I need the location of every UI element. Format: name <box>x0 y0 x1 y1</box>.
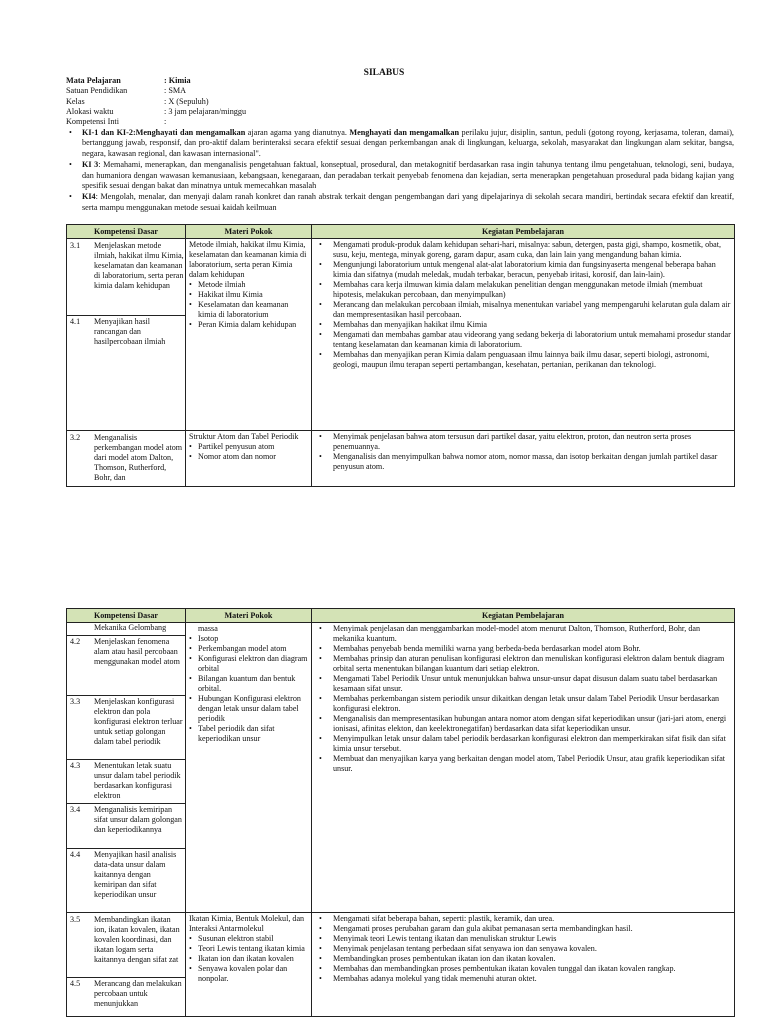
ki-lead: KI-1 dan KI-2: <box>82 128 136 137</box>
mp-item: • Partikel penyusun atom <box>189 442 308 452</box>
kd-number: 4.2 <box>70 637 81 646</box>
kd-text: Menjelaskan konfigurasi elektron dan pola konfigurasi elektron terluar untuk setiap golongan dalam tabel periodik <box>94 697 183 746</box>
kd-text: Menjelaskan metode ilmiah, hakikat ilmu Kimia, keselamatan dan keamanan di laboratorium, serta peran kimia dalam kehidupan <box>94 241 184 290</box>
mp-item: • Keselamatan dan keamanan kimia di laboratorium <box>189 300 308 320</box>
mp-intro: Ikatan Kimia, Bentuk Molekul, dan Interaksi Antarmolekul <box>189 914 305 933</box>
mp-cell <box>186 239 312 431</box>
kp-item: • Membahas prinsip dan aturan penulisan konfigurasi elektron dan menuliskan konfigurasi elektron dalam bentuk diagram orbital serta menentukan bilangan kuantum dari setiap elektron. <box>315 654 731 674</box>
mp-item: • Konfigurasi elektron dan diagram orbital <box>189 654 308 674</box>
kd-text: Merancang dan melakukan percobaan untuk menunjukkan <box>94 979 182 1008</box>
mp-list <box>189 442 308 462</box>
col-header-materi-pokok: Materi Pokok <box>186 609 312 623</box>
kp-cell <box>312 913 735 1017</box>
ki-text: ajaran agama yang dianutnya. <box>245 128 350 137</box>
kp-item: • Mengamati dan membahas gambar atau videorang yang sedang bekerja di laboratorium untuk memahami prosedur standar tentang keselamatan dan keamanan kimia di laboratorium. <box>315 330 731 350</box>
ki-lead: Menghayati dan mengamalkan <box>349 128 460 137</box>
kd-item <box>67 978 185 1011</box>
kd-item <box>67 696 185 760</box>
col-header-materi-pokok: Materi Pokok <box>186 225 312 239</box>
meta-row <box>66 97 246 107</box>
kd-item <box>67 432 185 485</box>
mp-cell <box>186 913 312 1017</box>
kp-item: • Merancang dan melakukan percobaan ilmiah, misalnya menentukan variabel yang mempengaruhi kelarutan gula dalam air dan mempresentasikan hasil percobaan. <box>315 300 731 320</box>
mp-item: • Susunan elektron stabil <box>189 934 308 944</box>
kd-cell <box>67 239 186 431</box>
mp-item: • Metode ilmiah <box>189 280 308 290</box>
kp-item: • Membahas adanya molekul yang tidak memenuhi aturan oktet. <box>315 974 731 984</box>
mp-item: • Isotop <box>189 634 308 644</box>
table-row <box>67 431 735 487</box>
ki-item <box>66 160 734 191</box>
ki-lead: KI4 <box>82 192 96 202</box>
table-row <box>67 239 735 431</box>
syllabus-table <box>66 224 735 487</box>
kp-item: • Membahas perkembangan sistem periodik unsur dikaitkan dengan letak unsur dalam Tabel Periodik Unsur berdasarkan konfigurasi elektron. <box>315 694 731 714</box>
kp-list <box>315 624 731 774</box>
mp-item: • Ikatan ion dan ikatan kovalen <box>189 954 308 964</box>
kd-text: Menentukan letak suatu unsur dalam tabel periodik berdasarkan konfigurasi elektron <box>94 761 181 800</box>
kp-item: • Membahas dan membandingkan proses pembentukan ikatan kovalen tunggal dan ikatan kovalen rangkap. <box>315 964 731 974</box>
mp-cell <box>186 431 312 487</box>
col-header-kegiatan: Kegiatan Pembelajaran <box>312 225 735 239</box>
kp-list <box>315 432 731 472</box>
kd-number: 3.4 <box>70 805 81 814</box>
kp-cell <box>312 431 735 487</box>
kp-item: • Mengamati sifat beberapa bahan, seperti: plastik, keramik, dan urea. <box>315 914 731 924</box>
meta-label: Mata Pelajaran <box>66 76 121 85</box>
mp-item: • Perkembangan model atom <box>189 644 308 654</box>
kompetensi-inti-list <box>66 128 734 214</box>
meta-value: : <box>164 117 167 127</box>
kd-number: 3.1 <box>70 241 81 250</box>
kp-item: • Mengamati produk-produk dalam kehidupan sehari-hari, misalnya: sabun, detergen, pasta gigi, shampo, kosmetik, obat, susu, keju, mentega, minyak goreng, garam dapur, asam cuka, dan lain lain yang mengandung bahan kimia. <box>315 240 731 260</box>
ki-text: : Memahami, menerapkan, dan menganalisis pengetahuan faktual, konseptual, prosedural, dan metakognitif berdasarkan rasa ingin tahunya tentang ilmu pengetahuan, teknologi, seni, budaya, dan humaniora dengan wawasan kemanusiaan, kebangsaan, kenegaraan, dan peradaban terkait penyebab fenomena dan kejadian, serta menerapkan pengetahuan prosedural pada bidang kajian yang spesifik sesuai dengan bakat dan minatnya untuk memecahkan masalah <box>82 160 734 191</box>
mp-carry-text: massa <box>198 624 218 633</box>
kd-cell <box>67 913 186 1017</box>
mp-item: • Peran Kimia dalam kehidupan <box>189 320 308 330</box>
mp-intro: Metode ilmiah, hakikat ilmu Kimia, keselamatan dan keamanan kimia di laboratorium, serta peran Kimia dalam kehidupan <box>189 240 307 279</box>
meta-value: : X (Sepuluh) <box>164 96 209 106</box>
kp-item: • Mengunjungi laboratorium untuk mengenal alat-alat laboratorium kimia dan fungsinyaserta mengenal beberapa bahan kimia dan sifatnya (mudah meledak, mudah terbakar, beracun, penyebab iritasi, korosif, dan lain-lain). <box>315 260 731 280</box>
kd-number: 4.5 <box>70 979 81 988</box>
kd-cell <box>67 623 186 913</box>
ki-text: : Mengolah, menalar, dan menyaji dalam ranah konkret dan ranah abstrak terkait dengan pengembangan dari yang dipelajarinya di sekolah secara mandiri, bertindak secara efektif dan kreatif, serta mampu menggunakan metode sesuai kaidah keilmuan <box>82 192 734 212</box>
page-title: SILABUS <box>363 68 405 78</box>
meta-row <box>66 76 246 86</box>
syllabus-table-continued <box>66 608 735 1017</box>
kp-list <box>315 240 731 370</box>
meta-row <box>66 107 246 117</box>
kd-text: Menyajikan hasil analisis data-data unsur dalam kaitannya dengan kemiripan dan sifat keperiodikan unsur <box>94 850 177 899</box>
kd-text: Membandingkan ikatan ion, ikatan kovalen, ikatan kovalen koordinasi, dan ikatan logam serta kaitannya dengan sifat zat <box>94 915 180 964</box>
kd-text: Menyajikan hasil rancangan dan hasilpercobaan ilmiah <box>94 317 166 346</box>
kd-number: 3.3 <box>70 697 81 706</box>
kp-cell <box>312 239 735 431</box>
table-row <box>67 913 735 1017</box>
mp-item: • Hubungan Konfigurasi elektron dengan letak unsur dalam tabel periodik <box>189 694 308 724</box>
meta-value: : 3 jam pelajaran/minggu <box>164 106 247 116</box>
kd-item <box>67 240 185 316</box>
col-header-kegiatan: Kegiatan Pembelajaran <box>312 609 735 623</box>
identity-block <box>66 76 246 127</box>
kd-text: Menganalisis kemiripan sifat unsur dalam golongan dan keperiodikannya <box>94 805 182 834</box>
kp-item: • Membahas penyebab benda memiliki warna yang berbeda-beda berdasarkan model atom Bohr. <box>315 644 731 654</box>
col-header-kompetensi-dasar: Kompetensi Dasar <box>67 225 186 239</box>
table-header <box>67 225 735 239</box>
kd-number: 4.1 <box>70 317 81 326</box>
kp-item: • Menganalisis dan menyimpulkan bahwa nomor atom, nomor massa, dan isotop berkaitan dengan jumlah partikel dasar penyusun atom. <box>315 452 731 472</box>
kp-item: • Menyimak penjelasan dan menggambarkan model-model atom menurut Dalton, Thomson, Rutherford, Bohr, dan mekanika kuantum. <box>315 624 731 644</box>
kp-item: • Membahas cara kerja ilmuwan kimia dalam melakukan penelitian dengan menggunakan metode ilmiah (membuat hipotesis, melakukan percobaan, dan menyimpulkan) <box>315 280 731 300</box>
mp-item: • Teori Lewis tentang ikatan kimia <box>189 944 308 954</box>
kp-cell <box>312 623 735 913</box>
mp-cell <box>186 623 312 913</box>
meta-label: Kompetensi Inti <box>66 117 119 127</box>
kp-item: • Menyimak penjelasan bahwa atom tersusun dari partikel dasar, yaitu elektron, proton, dan neutron serta proses penemuannya. <box>315 432 731 452</box>
mp-item: • Hakikat ilmu Kimia <box>189 290 308 300</box>
mp-list <box>189 280 308 330</box>
ki-item <box>66 192 734 213</box>
meta-label: Alokasi waktu <box>66 106 114 116</box>
ki-text: perilaku jujur, disiplin, santun, peduli (gotong royong, kerjasama, toleran, damai), bertanggung jawab, responsif, dan pro-aktif dalam berinteraksi secara efektif sesuai dengan perkembangan anak di lingkungan, keluarga, sekolah, masyarakat dan lingkungan alam sekitar, bangsa, negara, kawasan regional, dan kawasan internasional". <box>82 128 734 158</box>
mp-item: • Nomor atom dan nomor <box>189 452 308 462</box>
mp-item: • Tabel periodik dan sifat keperiodikan unsur <box>189 724 308 744</box>
kp-item: • Membuat dan menyajikan karya yang berkaitan dengan model atom, Tabel Periodik Unsur, atau grafik keperiodikan sifat unsur. <box>315 754 731 774</box>
kp-item: • Mengamati proses perubahan garam dan gula akibat pemanasan serta membandingkan hasil. <box>315 924 731 934</box>
mp-list <box>189 634 308 744</box>
kd-text: Menganalisis perkembangan model atom dari model atom Dalton, Thomson, Rutherford, Bohr, dan <box>94 433 183 482</box>
kp-item: • Menyimak penjelasan tentang perbedaan sifat senyawa ion dan senyawa kovalen. <box>315 944 731 954</box>
kd-number: 3.5 <box>70 915 81 924</box>
kd-cell <box>67 431 186 487</box>
mp-item: • Senyawa kovalen polar dan nonpolar. <box>189 964 308 984</box>
kd-number: 4.3 <box>70 761 81 770</box>
meta-value: : SMA <box>164 86 187 96</box>
meta-label: Kelas <box>66 96 85 106</box>
kd-item <box>67 760 185 804</box>
kd-item <box>67 316 185 349</box>
table-header <box>67 609 735 623</box>
kp-list <box>315 914 731 984</box>
kp-item: • Menganalisis dan mempresentasikan hubungan antara nomor atom dengan sifat keperiodikan unsur (jari-jari atom, energi ionisasi, afinitas elekton, dan keelektronegatifan) berdasarkan data sifat keperiodikan unsur. <box>315 714 731 734</box>
mp-intro: Struktur Atom dan Tabel Periodik <box>189 432 299 441</box>
kd-number: 4.4 <box>70 850 81 859</box>
kp-item: • Menyimak teori Lewis tentang ikatan dan menuliskan struktur Lewis <box>315 934 731 944</box>
mp-list <box>189 934 308 984</box>
meta-value: : Kimia <box>164 76 191 85</box>
kd-item <box>67 914 185 978</box>
mp-item: • Bilangan kuantum dan bentuk orbital. <box>189 674 308 694</box>
kp-item: • Membahas dan menyajikan peran Kimia dalam penguasaan ilmu lainnya baik ilmu dasar, seperti biologi, astronomi, geologi, maupun ilmu terapan seperti pertambangan, kesehatan, pertanian, perikanan dan teknologi. <box>315 350 731 370</box>
kd-text: Menjelaskan fenomena alam atau hasil percobaan menggunakan model atom <box>94 637 180 666</box>
ki-item <box>66 128 734 159</box>
meta-row <box>66 86 246 96</box>
kd-item <box>67 804 185 849</box>
kd-item <box>67 636 185 696</box>
kp-item: • Membahas dan menyajikan hakikat ilmu Kimia <box>315 320 731 330</box>
meta-row <box>66 117 246 127</box>
kd-carry-text: Mekanika Gelombang <box>67 623 185 636</box>
meta-label: Satuan Pendidikan <box>66 86 128 96</box>
kp-item: • Membandingkan proses pembentukan ikatan ion dan ikatan kovalen. <box>315 954 731 964</box>
col-header-kompetensi-dasar: Kompetensi Dasar <box>67 609 186 623</box>
kd-number: 3.2 <box>70 433 81 442</box>
kp-item: • Menyimpulkan letak unsur dalam tabel periodik berdasarkan konfigurasi elektron dan memperkirakan sifat fisik dan sifat kimia unsur tersebut. <box>315 734 731 754</box>
ki-lead: KI 3 <box>82 160 99 170</box>
table-row <box>67 623 735 913</box>
kd-item <box>67 849 185 902</box>
ki-lead: Menghayati dan mengamalkan <box>135 128 246 137</box>
kp-item: • Mengamati Tabel Periodik Unsur untuk menunjukkan bahwa unsur-unsur dapat disusun dalam suatu tabel berdasarkan kesamaan sifat unsur. <box>315 674 731 694</box>
